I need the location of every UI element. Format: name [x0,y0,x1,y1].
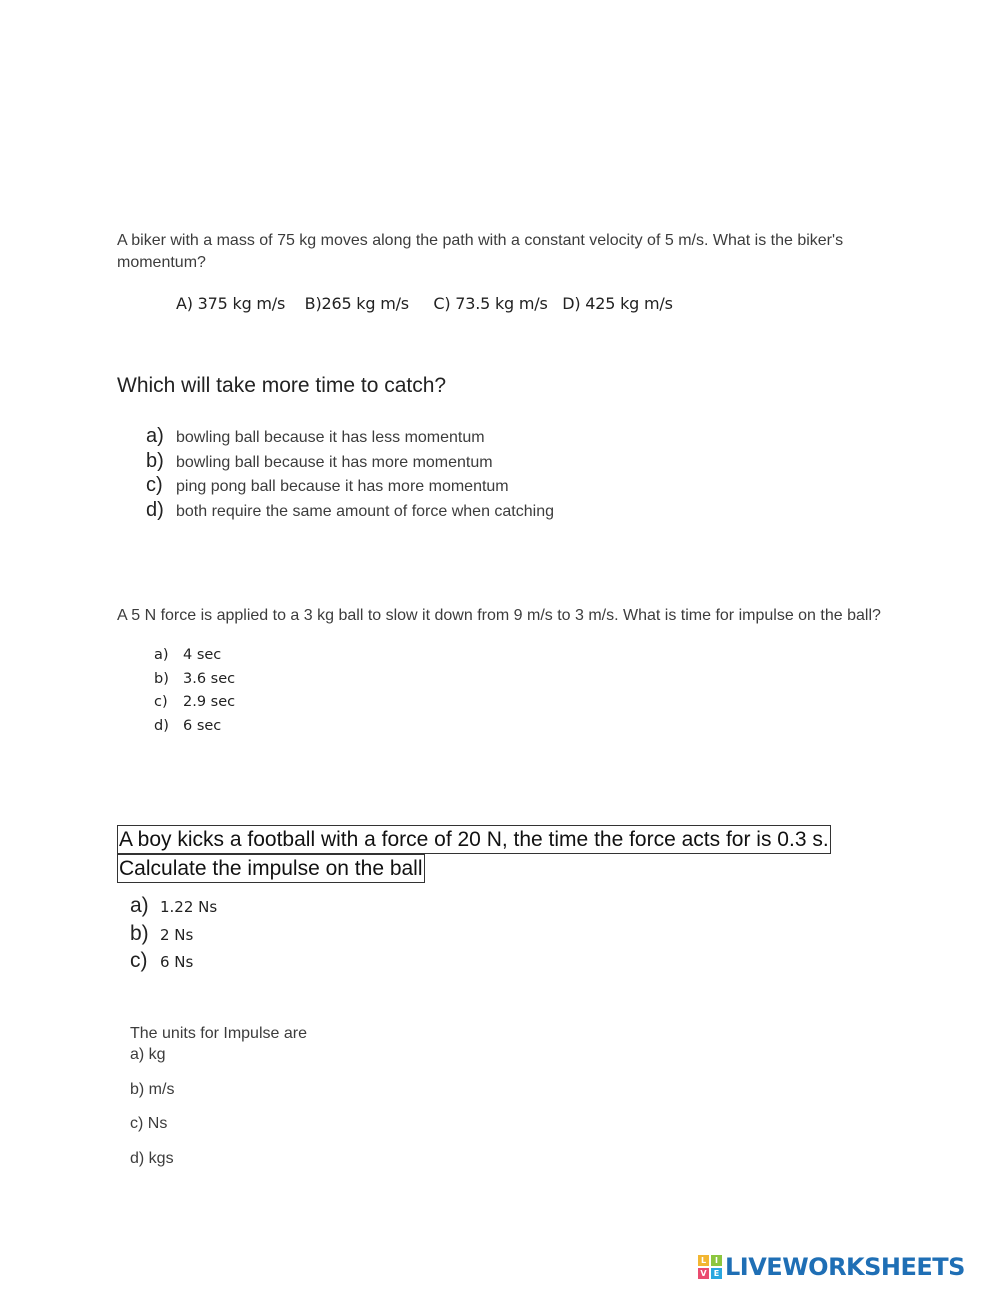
logo-block: L [698,1255,709,1266]
option-text: 6 sec [183,717,222,734]
option-row[interactable]: a) kg [130,1046,166,1063]
question-1-options: A) 375 kg m/s B)265 kg m/s C) 73.5 kg m/s D) 425 kg m/s [176,294,673,313]
option-row[interactable] [154,694,235,718]
question-3-options [154,647,235,741]
option-text: 2.9 sec [183,694,236,710]
question-2-options [146,425,554,523]
option-letter: d) [154,717,169,734]
option-row[interactable] [146,425,554,450]
option-text: 4 sec [183,647,222,663]
option-letter: b) [146,449,164,472]
question-5-text: The units for Impulse are [130,1025,307,1042]
option-row[interactable]: d) kgs [130,1149,174,1167]
question-5-options [130,1046,174,1184]
question-4-line-2: Calculate the impulse on the ball [117,854,425,883]
logo-block: E [711,1268,722,1279]
option-letter: a) [146,425,164,447]
option-text: 6 Ns [160,953,194,971]
logo-text: LIVEWORKSHEETS [725,1253,965,1281]
option-row[interactable] [146,474,554,499]
option-text: 2 Ns [160,925,194,944]
logo-block: I [711,1255,722,1266]
option-row[interactable] [154,671,235,695]
option-text: 1.22 Ns [160,898,218,916]
option-row[interactable] [130,949,217,977]
option-letter: c) [146,474,163,496]
option-row[interactable] [130,894,217,922]
option-letter: a) [154,647,169,663]
question-4-line-1: A boy kicks a football with a force of 20 N, the time the force acts for is 0.3 s. [117,825,831,854]
logo-block: V [698,1268,709,1279]
option-letter: c) [154,694,168,710]
option-text: ping pong ball because it has more momentum [176,478,509,495]
option-letter: b) [154,670,169,687]
option-text: bowling ball because it has less momentum [176,429,485,446]
option-text: both require the same amount of force when catching [176,502,554,520]
option-row[interactable] [154,718,235,742]
option-row[interactable] [130,922,217,950]
option-row[interactable]: c) Ns [130,1115,168,1132]
option-letter: c) [130,949,148,972]
option-text: bowling ball because it has more momentum [176,453,493,471]
option-row[interactable]: b) m/s [130,1080,175,1098]
question-3-text: A 5 N force is applied to a 3 kg ball to slow it down from 9 m/s to 3 m/s. What is time for impulse on the ball? [117,607,881,624]
option-row[interactable] [146,450,554,475]
liveworksheets-logo [698,1253,965,1281]
option-text: 3.6 sec [183,670,236,687]
option-row[interactable] [146,499,554,524]
question-2-text: Which will take more time to catch? [117,374,447,397]
logo-blocks-icon [698,1255,722,1279]
option-letter: a) [130,894,149,917]
option-row[interactable] [154,647,235,671]
option-letter: b) [130,921,149,945]
question-4-options [130,894,217,977]
question-4-text [117,825,831,883]
question-1-text: A biker with a mass of 75 kg moves along the path with a constant velocity of 5 m/s. What is the biker's momentum? [117,232,844,271]
option-letter: d) [146,498,164,521]
